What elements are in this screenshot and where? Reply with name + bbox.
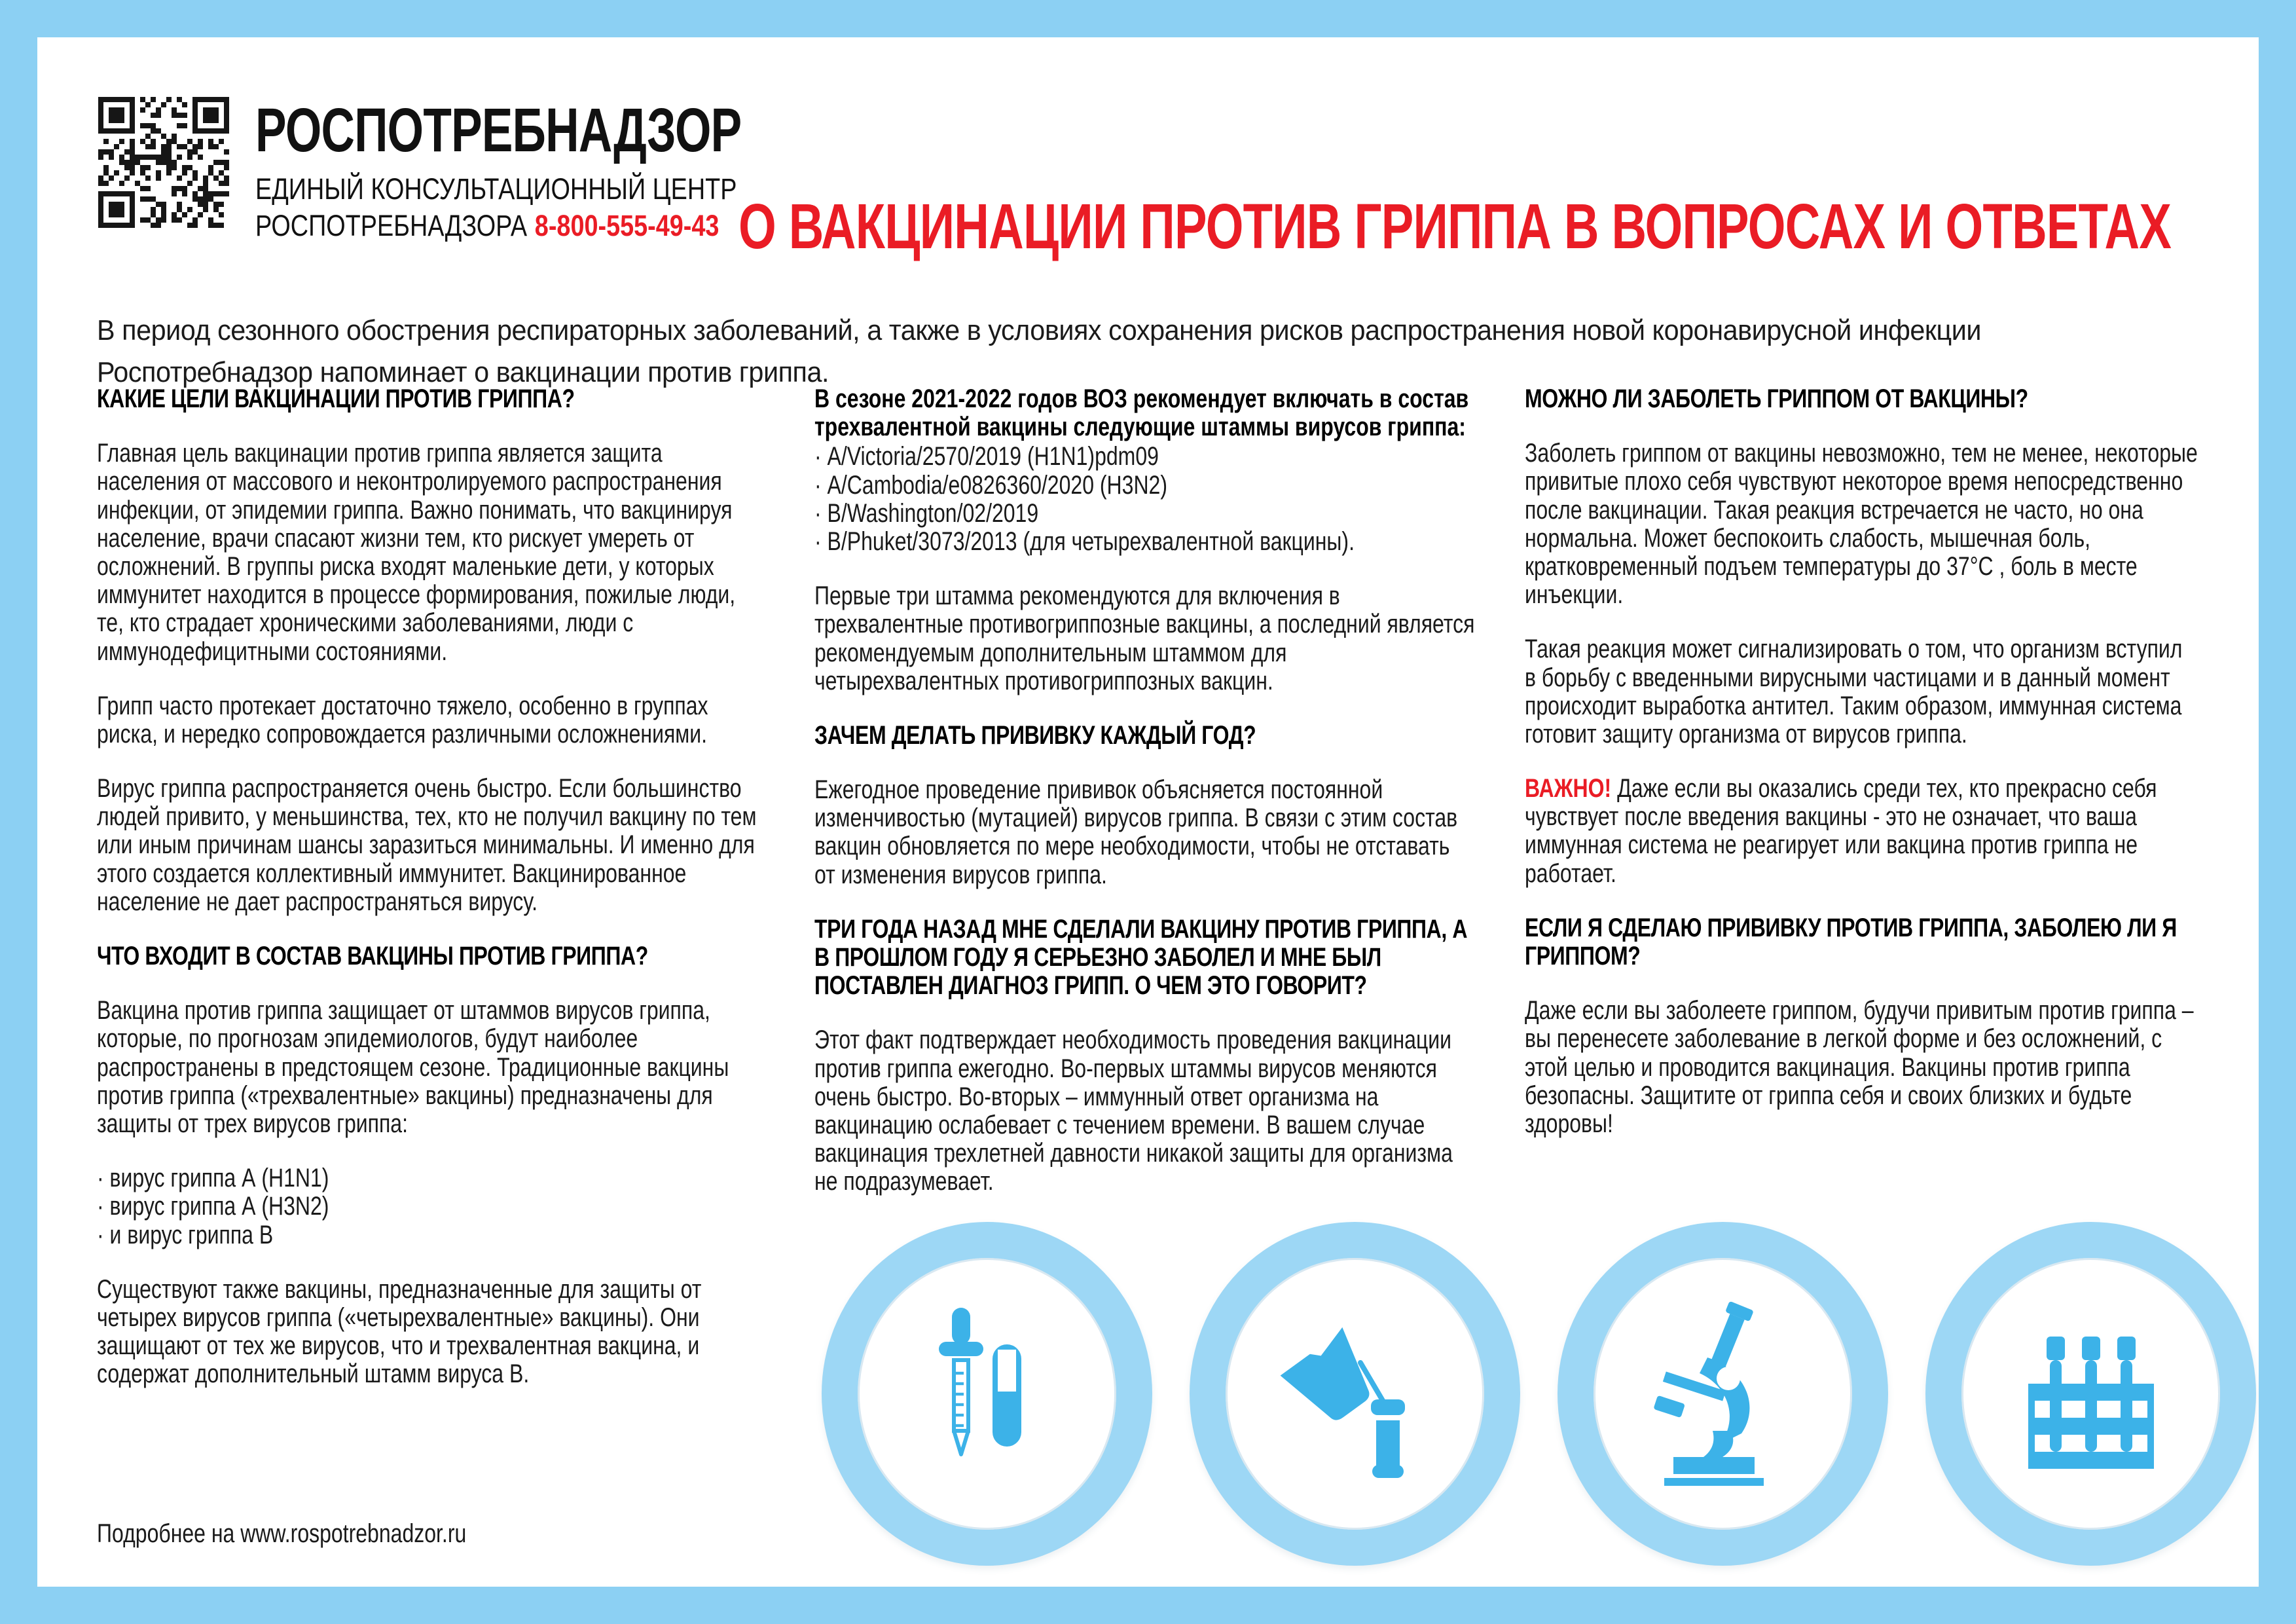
bullet-item: · и вирус гриппа В [97,1221,758,1249]
bullet-list [814,443,1476,556]
qa-column-2 [814,385,1476,1223]
icon-badge-4 [1925,1222,2256,1566]
brand-subtitle-line1: ЕДИНЫЙ КОНСУЛЬТАЦИОННЫЙ ЦЕНТР [255,172,737,206]
qa-column-3 [1525,385,2199,1164]
answer-paragraph: Существуют также вакцины, предназначенные для защиты от четырех вирусов гриппа («четырехвалентные» вакцины). Они защищают от тех же вирусов, что и трехвалентная вакцина, и содержат дополнительный штамм вируса В. [97,1274,702,1389]
question-heading: МОЖНО ЛИ ЗАБОЛЕТЬ ГРИППОМ ОТ ВАКЦИНЫ? [1525,384,2028,413]
lead-paragraph: В сезоне 2021-2022 годов ВОЗ рекомендует включать в состав трехвалентной вакцины следующие штаммы вирусов гриппа: [814,384,1469,442]
answer-paragraph: Такая реакция может сигнализировать о том, что организм вступил в борьбу с введенными вирусными частицами и в данный момент происходит выработка антител. Таким образом, иммунная система готовит защиту организма от вирусов гриппа. [1525,635,2183,748]
beaker-pouring-icon [1277,1296,1434,1492]
answer-paragraph: Грипп часто протекает достаточно тяжело, особенно в группах риска, и нередко сопровождается различными осложнениями. [97,691,708,748]
question-heading: ЕСЛИ Я СДЕЛАЮ ПРИВИВКУ ПРОТИВ ГРИППА, ЗАБОЛЕЮ ЛИ Я ГРИППОМ? [1525,913,2177,970]
bullet-item: · B/Washington/02/2019 [814,500,1476,528]
answer-paragraph: Главная цель вакцинации против гриппа является защита населения от массового и неконтролируемого распространения инфекции, от эпидемии гриппа. Важно понимать, что вакцинируя население, врачи спасают жизни тем, кто рискует умереть от осложнений. В группы риска входят маленькие дети, у которых иммунитет находится в процессе формирования, пожилые люди, те, кто страдает хроническими заболеваниями, люди с иммунодефицитными состояниями. [97,439,736,666]
bullet-item: · вирус гриппа А (H3N2) [97,1192,758,1221]
microscope-icon [1645,1296,1802,1492]
question-heading: КАКИЕ ЦЕЛИ ВАКЦИНАЦИИ ПРОТИВ ГРИППА? [97,384,575,413]
icon-badge-3 [1558,1222,1888,1566]
brand-subtitle-text: РОСПОТРЕБНАДЗОРА [255,209,528,242]
icon-row [822,1222,2256,1566]
answer-paragraph: Вирус гриппа распространяется очень быстро. Если большинство людей привито, у меньшинства, тех, кто не получил вакцину по тем или иным причинам шансы заразиться минимальны. И именно для этого создается коллективный иммунитет. Вакцинированное население не дает распространяться вирусу. [97,774,757,916]
qa-column-1 [97,385,758,1414]
important-label: ВАЖНО! [1525,774,1612,803]
icon-badge-2 [1190,1222,1520,1566]
question-heading: ЗАЧЕМ ДЕЛАТЬ ПРИВИВКУ КАЖДЫЙ ГОД? [814,720,1256,750]
answer-paragraph: Вакцина против гриппа защищает от штаммов вирусов гриппа, которые, по прогнозам эпидемиологов, будут наиболее распространены в предстоящем сезоне. Традиционные вакцины против гриппа («трехвалентные» вакцины) предназначены для защиты от трех вирусов гриппа: [97,996,729,1138]
answer-paragraph: Первые три штамма рекомендуются для включения в трехвалентные противогриппозные вакцины, а последний является рекомендуемым дополнительным штаммом для четырехвалентных противогриппозных вакцин. [814,581,1475,695]
bullet-item: · A/Cambodia/e0826360/2020 (H3N2) [814,471,1476,500]
poster-headline: О ВАКЦИНАЦИИ ПРОТИВ ГРИППА В ВОПРОСАХ И ОТВЕТАХ [738,190,2172,262]
bullet-item: · вирус гриппа А (H1N1) [97,1164,758,1192]
question-heading: ТРИ ГОДА НАЗАД МНЕ СДЕЛАЛИ ВАКЦИНУ ПРОТИВ ГРИППА, А В ПРОШЛОМ ГОДУ Я СЕРЬЕЗНО ЗАБОЛЕЛ И МНЕ БЫЛ ПОСТАВЛЕН ДИАГНОЗ ГРИПП. О ЧЕМ ЭТО ГОВОРИТ? [814,914,1468,1001]
answer-paragraph: ВАЖНО! Даже если вы оказались среди тех, кто прекрасно себя чувствует после введения вакцины - это не означает, что ваша иммунная система не реагирует или вакцина против гриппа не работает. [1525,774,2157,888]
hotline-phone-number: 8-800-555-49-43 [534,209,720,242]
poster-sheet [37,37,2259,1587]
footer-link-text: Подробнее на www.rospotrebnadzor.ru [97,1519,467,1548]
intro-paragraph: В период сезонного обострения респираторных заболеваний, а также в условиях сохранения рисков распространения новой коронавирусной инфекции Роспотребнадзор напоминает о вакцинации против гриппа. [97,314,1982,388]
brand-title: РОСПОТРЕБНАДЗОР [255,96,742,165]
brand-subtitle-line2 [255,209,719,243]
bullet-item: · B/Phuket/3073/2013 (для четырехвалентной вакцины). [814,528,1476,556]
answer-paragraph: Даже если вы заболеете гриппом, будучи привитым против гриппа – вы перенесете заболевание в легкой форме и без осложнений, с этой целью и проводится вакцинация. Вакцины против гриппа безопасны. Защитите от гриппа себя и своих близких и будьте здоровы! [1525,996,2194,1138]
answer-paragraph: Заболеть гриппом от вакцины невозможно, тем не менее, некоторые привитые плохо себя чувствуют некоторое время непосредственно после вакцинации. Такая реакция встречается не часто, но она нормальна. Может беспокоить слабость, мышечная боль, кратковременный подъем температуры до 37°C , боль в месте инъекции. [1525,439,2198,610]
test-tube-rack-icon [2013,1296,2170,1492]
pipette-and-test-tube-icon [909,1296,1066,1492]
answer-paragraph: Ежегодное проведение прививок объясняется постоянной изменчивостью (мутацией) вирусов гриппа. В связи с этим состав вакцин обновляется по мере необходимости, чтобы не отставать от изменения вирусов гриппа. [814,775,1458,889]
question-heading: ЧТО ВХОДИТ В СОСТАВ ВАКЦИНЫ ПРОТИВ ГРИППА? [97,942,648,970]
answer-paragraph: Этот факт подтверждает необходимость проведения вакцинации против гриппа ежегодно. Во-первых штаммы вирусов меняются очень быстро. Во-вторых – иммунный ответ организма на вакцинацию ослабевает с течением времени. В вашем случае вакцинация трехлетней давности никакой защиты для организма не подразумевает. [814,1025,1453,1196]
bullet-item: · A/Victoria/2570/2019 (H1N1)pdm09 [814,443,1476,471]
icon-badge-1 [822,1222,1152,1566]
qr-code [98,97,229,228]
bullet-list [97,1164,758,1249]
